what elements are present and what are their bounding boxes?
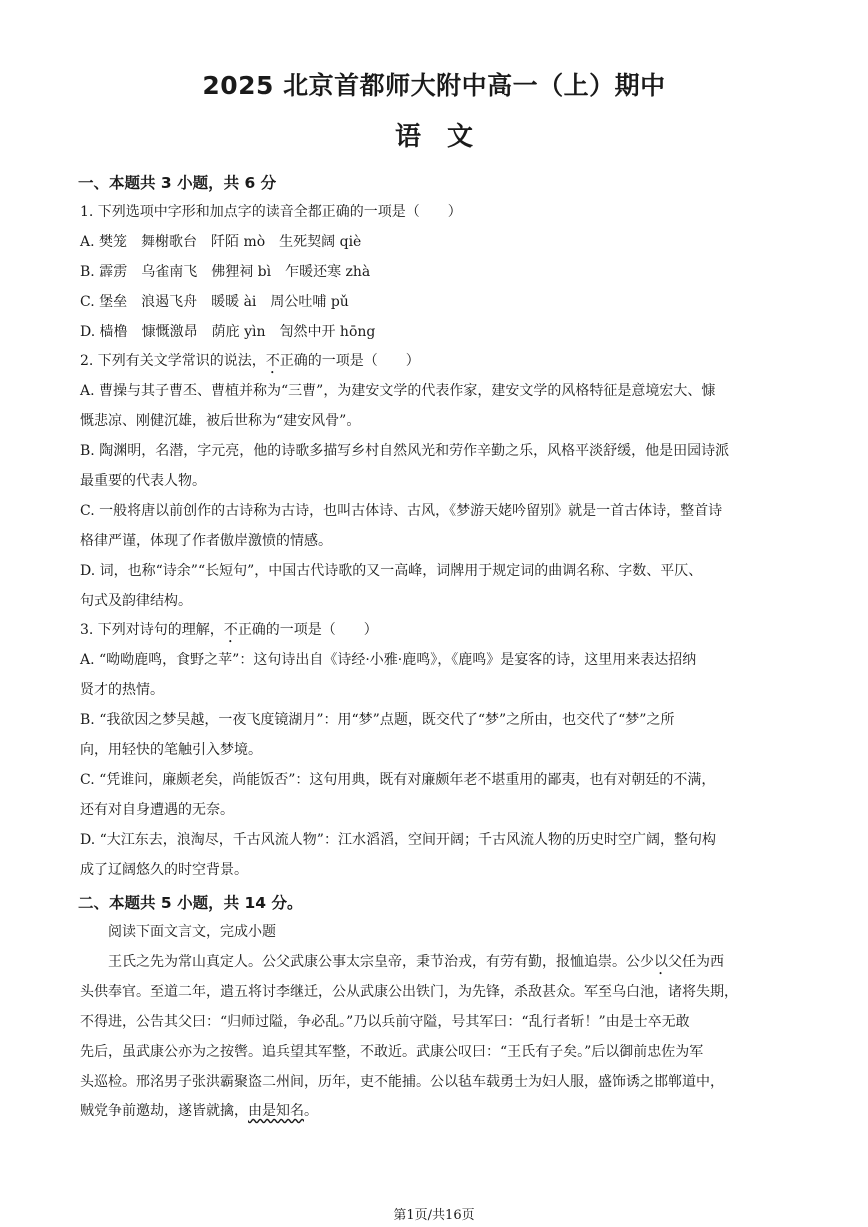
q3-stem-post: 正确的一项是（ ） bbox=[237, 622, 378, 638]
q1-option-d: D. 樯橹 慷慨激昂 荫庇 yìn 訇然中开 hōng bbox=[80, 324, 376, 340]
q3-stem-pre: 3. 下列对诗句的理解， bbox=[80, 622, 224, 638]
q3-option-c-line1: C. “凭谁问，廉颇老矣，尚能饭否”：这句用典，既有对廉颇年老不堪重用的鄙夷，也有对朝廷的不满， bbox=[80, 772, 716, 788]
q3-option-b-line1: B. “我欲因之梦吴越，一夜飞度镜湖月”：用“梦”点题，既交代了“梦”之所由，也交代了“梦”之所 bbox=[80, 712, 675, 728]
reading-intro: 阅读下面文言文，完成小题 bbox=[108, 924, 276, 940]
underlined-phrase: 由是知名 bbox=[248, 1103, 304, 1119]
q2-stem-post: 正确的一项是（ ） bbox=[279, 353, 420, 369]
q3-option-d-line1: D. “大江东去，浪淘尽，千古风流人物”：江水滔滔，空间开阔；千古风流人物的历史时空广阔，整句构 bbox=[80, 832, 716, 848]
q2-stem bbox=[80, 351, 420, 377]
q2-option-b-line2: 最重要的代表人物。 bbox=[80, 473, 206, 489]
passage-line-1 bbox=[80, 952, 724, 978]
q2-option-b-line1: B. 陶渊明，名潜，字元亮，他的诗歌多描写乡村自然风光和劳作辛勤之乐，风格平淡舒缓，他是田园诗派 bbox=[80, 443, 730, 459]
section-2-heading: 二、本题共 5 小题，共 14 分。 bbox=[78, 894, 303, 912]
passage-line-1-pre: 王氏之先为常山真定人。公父武康公事太宗皇帝，秉节治戎，有劳有勤，报恤追崇。公少 bbox=[80, 954, 654, 970]
q1-option-c: C. 堡垒 浪遏飞舟 暖暖 ài 周公吐哺 pǔ bbox=[80, 294, 349, 310]
q2-stem-pre: 2. 下列有关文学常识的说法， bbox=[80, 353, 266, 369]
passage-line-2: 头供奉官。至道二年，遣五将讨李继迁，公从武康公出铁门，为先锋，杀敌甚众。军至乌白池，诸将失期， bbox=[80, 984, 738, 1000]
passage-line-6-pre: 贼党争前邀劫，遂皆就擒， bbox=[80, 1103, 248, 1119]
q2-option-d-line1: D. 词，也称“诗余”“长短句”，中国古代诗歌的又一高峰，词牌用于规定词的曲调名称、字数、平仄、 bbox=[80, 563, 703, 579]
q3-option-c-line2: 还有对自身遭遇的无奈。 bbox=[80, 802, 234, 818]
passage-line-6-post: 。 bbox=[304, 1103, 318, 1119]
passage-line-6 bbox=[80, 1101, 318, 1121]
q3-option-b-line2: 向，用轻快的笔触引入梦境。 bbox=[80, 742, 262, 758]
passage-line-4: 先后，虽武康公亦为之按辔。追兵望其军整，不敢近。武康公叹曰：“王氏有子矣。”后以御前忠佐为军 bbox=[80, 1044, 704, 1060]
passage-line-3: 不得进，公告其父曰：“归师过隘，争必乱。”乃以兵前守隘，号其军曰：“乱行者斩！”由是士卒无敢 bbox=[80, 1014, 690, 1030]
subject-heading: 语 文 bbox=[394, 122, 473, 152]
page-footer: 第1页/共16页 bbox=[393, 1208, 475, 1223]
q2-option-a-line1: A. 曹操与其子曹丕、曹植并称为“三曹”，为建安文学的代表作家，建安文学的风格特征是意境宏大、慷 bbox=[80, 383, 716, 399]
q2-option-c-line1: C. 一般将唐以前创作的古诗称为古诗，也叫古体诗、古风，《梦游天姥吟留别》就是一首古体诗，整首诗 bbox=[80, 503, 723, 519]
section-1-heading: 一、本题共 3 小题，共 6 分 bbox=[78, 174, 277, 192]
q1-option-b: B. 霹雳 乌雀南飞 佛狸祠 bì 乍暖还寒 zhà bbox=[80, 264, 371, 280]
q1-stem: 1. 下列选项中字形和加点字的读音全都正确的一项是（ ） bbox=[80, 204, 462, 220]
q3-option-d-line2: 成了辽阔悠久的时空背景。 bbox=[80, 862, 248, 878]
q3-stem bbox=[80, 620, 378, 646]
passage-line-5: 头巡检。邢洺男子张洪霸聚盗二州间，历年，吏不能捕。公以毡车载勇士为妇人服，盛饰诱之邯郸道中， bbox=[80, 1074, 724, 1090]
q3-option-a-line2: 贤才的热情。 bbox=[80, 682, 164, 698]
q3-option-a-line1: A. “呦呦鹿鸣，食野之苹”：这句诗出自《诗经·小雅·鹿鸣》，《鹿鸣》是宴客的诗，这里用来表达招纳 bbox=[80, 652, 697, 668]
q2-option-d-line2: 句式及韵律结构。 bbox=[80, 593, 192, 609]
document-title: 2025 北京首都师大附中高一（上）期中 bbox=[202, 71, 666, 100]
q1-option-a: A. 樊笼 舞榭歌台 阡陌 mò 生死契阔 qiè bbox=[80, 234, 362, 250]
q3-stem-emphasis: 不 bbox=[223, 622, 238, 638]
q2-stem-emphasis: 不 bbox=[265, 353, 280, 369]
q2-option-a-line2: 慨悲凉、刚健沉雄，被后世称为“建安风骨”。 bbox=[80, 413, 361, 429]
passage-emphasis: 以 bbox=[654, 954, 668, 970]
q2-option-c-line2: 格律严谨，体现了作者傲岸激愤的情感。 bbox=[80, 533, 332, 549]
passage-line-1-post: 父任为西 bbox=[668, 954, 724, 970]
